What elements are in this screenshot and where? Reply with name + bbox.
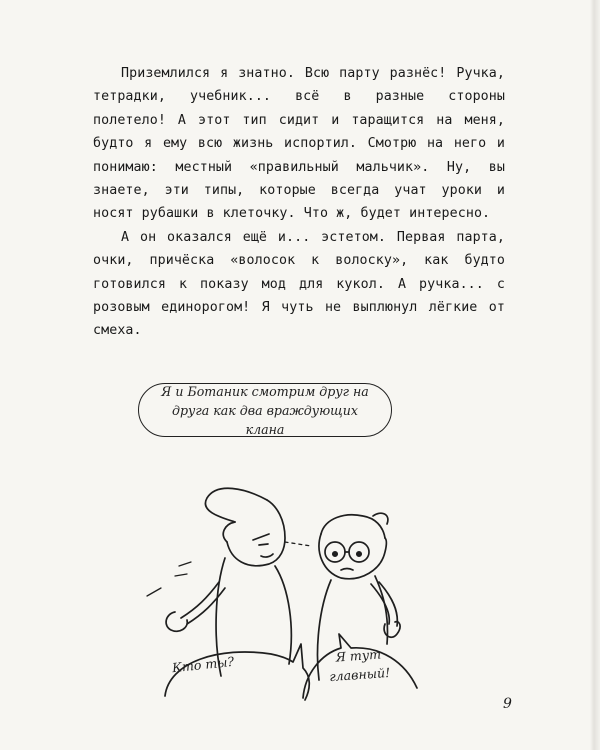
speech-text-left: Кто ты?: [171, 653, 235, 676]
caption-text: Я и Ботаник смотрим друг на друга как два враждующих клана: [161, 383, 369, 437]
paragraph-1: Приземлился я знатно. Всю парту разнёс! Ручка, тетрадки, учебник... всё в разные стороны полетело! А этот тип сидит и таращится на меня, будто я ему всю жизнь испортил. Смотрю на него и понимаю: местный «правильный мальчик». Ну, вы знаете, эти типы, которые всегда учат уроки и носят рубашки в клеточку. Что ж, будет интересно.: [93, 66, 505, 222]
speech-text-right: Я тут главный!: [328, 646, 391, 685]
caption-box: [138, 383, 392, 437]
page-number: 9: [503, 696, 512, 712]
illustration: [135, 448, 425, 726]
page-edge: [590, 0, 600, 750]
paragraph-2: А он оказался ещё и... эстетом. Первая парта, очки, причёска «волосок к волоску», как будто готовился к показу мод для кукол. А ручка... с розовым единорогом! Я чуть не выплюнул лёгкие от смеха.: [93, 229, 505, 339]
text-block: [93, 62, 505, 343]
tall-character-drawing: [147, 488, 311, 676]
